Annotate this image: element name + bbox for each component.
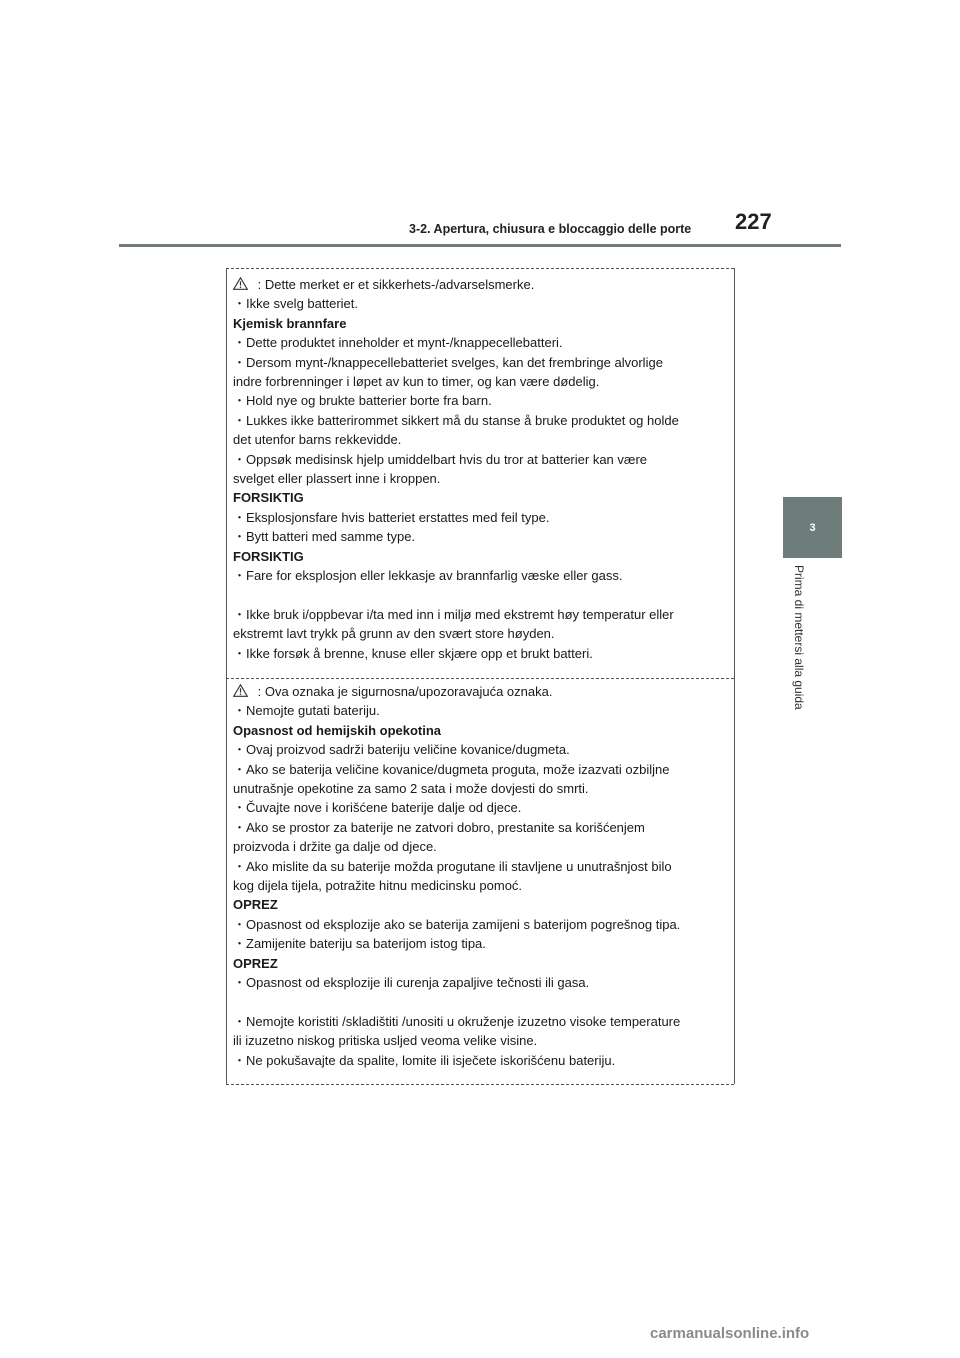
line-text: ・Ikke bruk i/oppbevar i/ta med inn i miljø med ekstremt høy temperatur eller [233,606,674,622]
line-text: ・Ikke forsøk å brenne, knuse eller skjære opp et brukt batteri. [233,645,593,661]
warning-line [233,644,723,663]
warning-line [233,566,723,585]
line-text: ・Nemojte gutati bateriju. [233,703,380,719]
norwegian-warning-text [233,275,723,663]
line-text: FORSIKTIG [233,490,304,506]
warning-line [233,469,723,488]
warning-heading [233,721,723,740]
line-text: ・Eksplosjonsfare hvis batteriet erstattes med feil type. [233,509,550,525]
line-text: ・Opasnost od eksplozije ako se baterija zamijeni s baterijom pogrešnog tipa. [233,916,681,932]
warning-line [233,275,723,294]
warning-line [233,353,723,372]
line-text: unutrašnje opekotine za samo 2 sata i može dovjesti do smrti. [233,781,589,797]
line-text: ・Fare for eksplosjon eller lekkasje av brannfarlig væske eller gass. [233,568,623,584]
warning-heading [233,547,723,566]
blank-line [233,993,723,1012]
line-text: ・Ne pokušavajte da spalite, lomite ili isječete iskorišćenu bateriju. [233,1052,616,1068]
warning-line [233,779,723,798]
warning-line [233,372,723,391]
warning-line [233,1012,723,1031]
warning-line [233,1031,723,1050]
warning-line [233,915,723,934]
croatian-warning-text [233,682,723,1070]
warning-line [233,682,723,701]
chapter-tab-title: Prima di mettersi alla guida [792,565,806,710]
warning-triangle-icon [233,683,248,696]
line-text: ・Ako se prostor za baterije ne zatvori dobro, prestanite sa korišćenjem [233,819,645,835]
warning-line [233,760,723,779]
warning-line [233,508,723,527]
section-title: 3-2. Apertura, chiusura e bloccaggio delle porte [409,222,692,236]
line-text: Opasnost od hemijskih opekotina [233,722,442,738]
line-text: ili izuzetno niskog pritiska usljed veoma velike visine. [233,1033,538,1049]
warning-line [233,701,723,720]
warning-line [233,798,723,817]
line-text: ・Čuvajte nove i korišćene baterije dalje od djece. [233,800,522,816]
line-text: ・Zamijenite bateriju sa baterijom istog tipa. [233,936,486,952]
warning-line [233,605,723,624]
line-text: det utenfor barns rekkevidde. [233,432,402,448]
box-bottom-border [226,1084,734,1085]
line-text: FORSIKTIG [233,548,304,564]
line-text: ・Bytt batteri med samme type. [233,529,416,545]
chapter-tab-number[interactable]: 3 [783,497,842,558]
warning-line [233,450,723,469]
line-text: kog dijela tijela, potražite hitnu medicinsku pomoć. [233,878,523,894]
line-text: ・Lukkes ikke batterirommet sikkert må du stanse å bruke produktet og holde [233,412,679,428]
box-top-border [226,268,734,269]
warning-line [233,934,723,953]
blank-line [233,586,723,605]
warning-line [233,1051,723,1070]
line-text: svelget eller plassert inne i kroppen. [233,471,441,487]
warning-line [233,430,723,449]
line-text: ・Nemojte koristiti /skladištiti /unositi u okruženje izuzetno visoke temperature [233,1013,681,1029]
warning-line [233,411,723,430]
warning-heading [233,314,723,333]
line-text: ekstremt lavt trykk på grunn av den svært store høyden. [233,626,555,642]
warning-line [233,973,723,992]
line-text: ・Opasnost od eksplozije ili curenja zapaljive tečnosti ili gasa. [233,975,590,991]
line-text: proizvoda i držite ga dalje od djece. [233,839,437,855]
warning-line [233,333,723,352]
warning-line [233,740,723,759]
warning-line [233,294,723,313]
warning-triangle-icon [233,276,248,289]
line-text: OPREZ [233,955,278,971]
line-text: ・Dersom mynt-/knappecellebatteriet svelges, kan det frembringe alvorlige [233,354,663,370]
line-text: ・Oppsøk medisinsk hjelp umiddelbart hvis du tror at batterier kan være [233,451,648,467]
watermark: carmanualsonline.info [650,1325,810,1342]
line-text: OPREZ [233,897,278,913]
header-rule [119,244,841,247]
line-text: ・Hold nye og brukte batterier borte fra barn. [233,393,492,409]
warning-line [233,857,723,876]
line-text: ・Ovaj proizvod sadrži bateriju veličine kovanice/dugmeta. [233,742,570,758]
line-text: : Ova oznaka je sigurnosna/upozoravajuća oznaka. [254,684,553,699]
line-text: ・Ako se baterija veličine kovanice/dugmeta proguta, može izazvati ozbiljne [233,761,670,777]
warning-line [233,624,723,643]
line-text: ・Dette produktet inneholder et mynt-/knappecellebatteri. [233,335,563,351]
warning-line [233,837,723,856]
warning-heading [233,954,723,973]
line-text: ・Ako mislite da su baterije možda progutane ili stavljene u unutrašnjost bilo [233,858,672,874]
box-divider [226,678,734,679]
line-text: indre forbrenninger i løpet av kun to timer, og kan være dødelig. [233,374,600,390]
line-text: ・Ikke svelg batteriet. [233,296,358,312]
page-number: 227 [735,209,772,234]
line-text: Kjemisk brannfare [233,315,347,331]
warning-line [233,876,723,895]
warning-line [233,818,723,837]
warning-line [233,527,723,546]
warning-heading [233,895,723,914]
warning-line [233,391,723,410]
line-text: : Dette merket er et sikkerhets-/advarselsmerke. [254,277,535,292]
warning-heading [233,488,723,507]
